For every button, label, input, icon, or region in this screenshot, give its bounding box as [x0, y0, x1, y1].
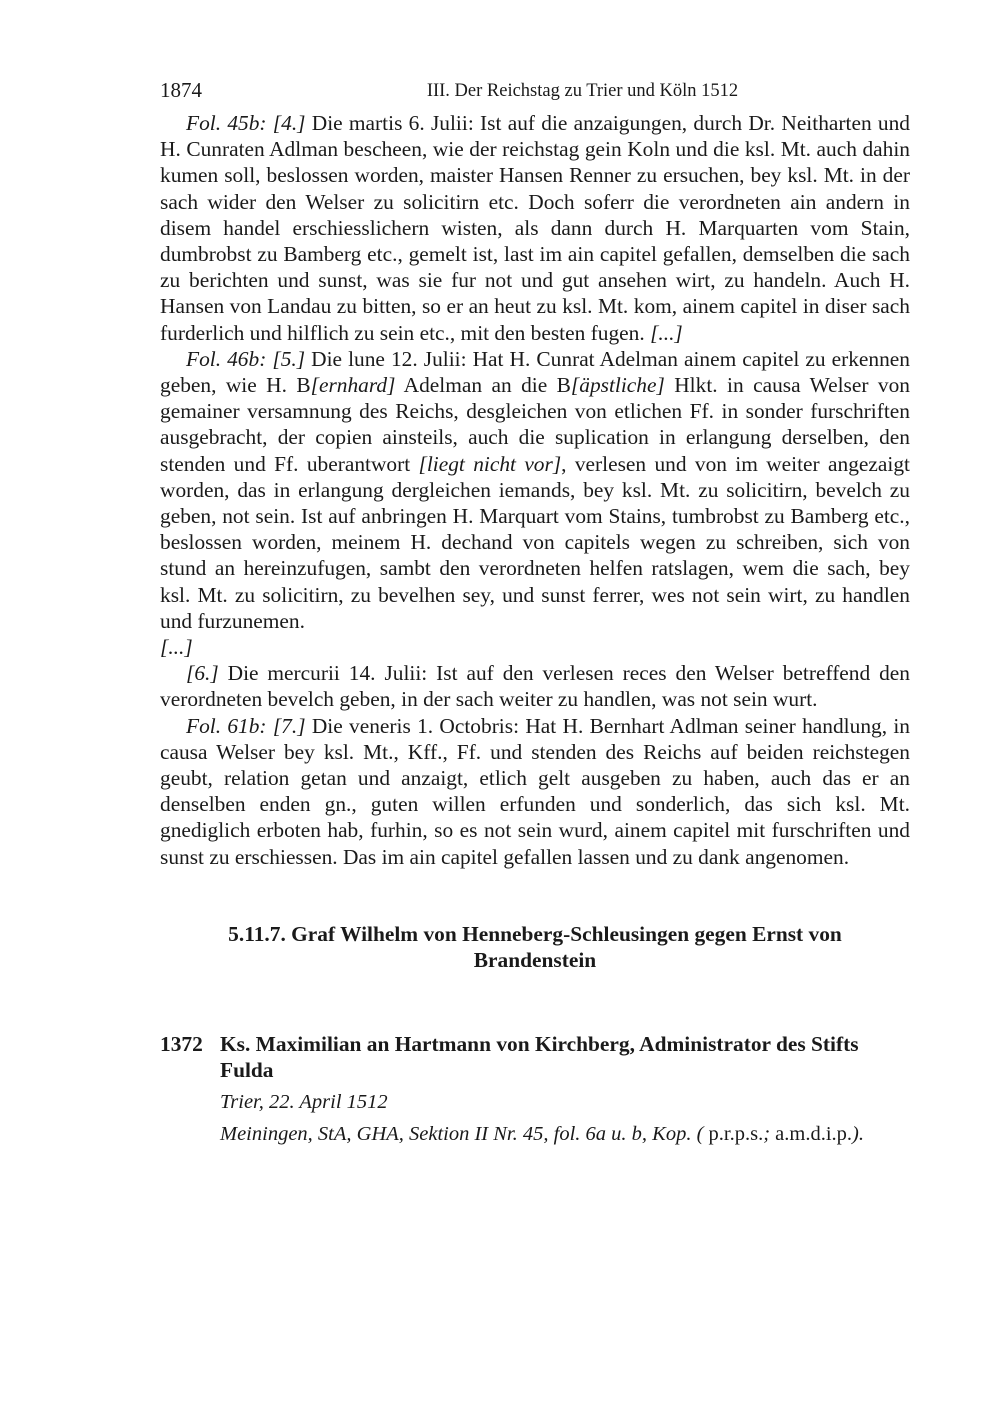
paragraph-fol-46b: [160, 346, 910, 634]
paragraph-fol-61b: [160, 713, 910, 870]
entry-number: 1372: [160, 1031, 203, 1056]
source-separator: ;: [763, 1122, 776, 1145]
editorial-note: [liegt nicht vor]: [418, 451, 562, 476]
paragraph-text: Die mercurii 14. Julii: Ist auf den verlesen reces den Welser betreffend den verordneten bevelch geben, in der sach weiter zu handlen, was not sein wurt.: [160, 661, 910, 712]
editorial-expansion: [äpstliche]: [570, 373, 665, 398]
editorial-expansion: [ernhard]: [310, 373, 396, 398]
paragraph-fol-45b: [160, 110, 910, 346]
omission-line: [160, 634, 910, 660]
omission-mark: [...]: [160, 635, 193, 660]
entry-source: [220, 1121, 910, 1147]
running-title: III. Der Reichstag zu Trier und Köln 1512: [426, 81, 739, 101]
omission-mark: [...]: [650, 320, 683, 345]
body-text: [160, 110, 910, 870]
entry-heading: [160, 1031, 910, 1083]
folio-reference: Fol. 45b: [4.]: [186, 111, 306, 135]
folio-reference: Fol. 46b: [5.]: [186, 346, 306, 371]
paragraph-text: Die veneris 1. Octobris: Hat H. Bernhart Adlman seiner handlung, in causa Welser bey ksl. Mt., Kff., Ff. und stenden des Reichs auf beiden reichstegen geubt, relation getan und anzaigt, etlich gelt ausgeben zu haben, auch das er an denselben enden gn., guten willen erfunden und sonderlich, das sich ksl. Mt. gnediglich erboten hab, furhin, so es not sein wurd, ainem capitel mit furschriften und sunst zu erschiessen. Das im ain capitel gefallen lassen und zu dank angenomen.: [160, 713, 910, 869]
document-page: [160, 78, 910, 1147]
document-entry: [160, 1031, 910, 1147]
paragraph-6: [160, 660, 910, 712]
source-close: ).: [852, 1122, 864, 1145]
section-heading-line: 5.11.7. Graf Wilhelm von Henneberg-Schleusingen gegen Ernst von: [228, 921, 842, 946]
folio-reference: [6.]: [186, 661, 219, 686]
entry-date: Trier, 22. April 1512: [220, 1090, 388, 1113]
section-heading: [160, 921, 910, 973]
entry-title: Ks. Maximilian an Hartmann von Kirchberg, Administrator des Stifts Fulda: [220, 1031, 859, 1082]
page-number: 1874: [160, 78, 202, 102]
paragraph-text: Die lune 12. Julii: Hat H. Cunrat Adelman ainem capitel zu erkennen geben, wie H. B: [160, 346, 910, 398]
source-abbreviation: p.r.p.s.: [703, 1122, 764, 1145]
paragraph-text: Hlkt. in causa Welser von gemainer versamnung des Reichs, desgleichen von etlichen Ff. in sonder furschriften ausgebracht, der copien ainsteils, auch die suplication in erlangung derselben, den stenden und Ff. uberantwort: [160, 373, 910, 476]
folio-reference: Fol. 61b: [7.]: [186, 713, 306, 738]
section-heading-line: Brandenstein: [473, 947, 597, 972]
paragraph-text: Die martis 6. Julii: Ist auf die anzaigungen, durch Dr. Neitharten und H. Cunraten Adlman bescheen, wie der reichstag gein Koln und die ksl. Mt. auch dahin kumen soll, beslossen worden, maister Hansen Renner zu ersuchen, bey ksl. Mt. in der sach wider den Welser zu solicitirn etc. Doch soferr die verordneten ain andern in disem handel erschiesslichern wisten, als dann durch H. Marquarten vom Stain, dumbrobst zu Bamberg etc., gemelt ist, last im ain capitel gefallen, demselben die sach zu berichten und sunst, was sie fur not und gut ansehen wirt, zu handeln. Auch H. Hansen von Landau zu bitten, so er an heut zu ksl. Mt. kom, ainem capitel in diser sach furderlich und hilflich zu sein etc., mit den besten fugen.: [160, 111, 910, 345]
paragraph-text: , verlesen und von im weiter angezaigt worden, das in erlangung dergleichen iemands, bey ksl. Mt. zu solicitirn, bevelch zu geben, not sein. Ist auf anbringen H. Marquart vom Stains, tumbrobst zu Bamberg etc., beslossen worden, meinem H. dechand von capitels wegen zu schreiben, sich von stund an hereinzufugen, sambt den verordneten helfen ratslagen, wem die sach, bey ksl. Mt. zu solicitirn, zu bevelhen sey, und sunst ferrer, wes not sein wirt, zu handlen und furzunemen.: [160, 451, 910, 633]
source-citation: Meiningen, StA, GHA, Sektion II Nr. 45, fol. 6a u. b, Kop. (: [220, 1122, 704, 1145]
paragraph-text: Adelman an die B: [395, 373, 571, 398]
source-abbreviation: a.m.d.i.p.: [775, 1122, 853, 1145]
running-header: [160, 78, 910, 110]
